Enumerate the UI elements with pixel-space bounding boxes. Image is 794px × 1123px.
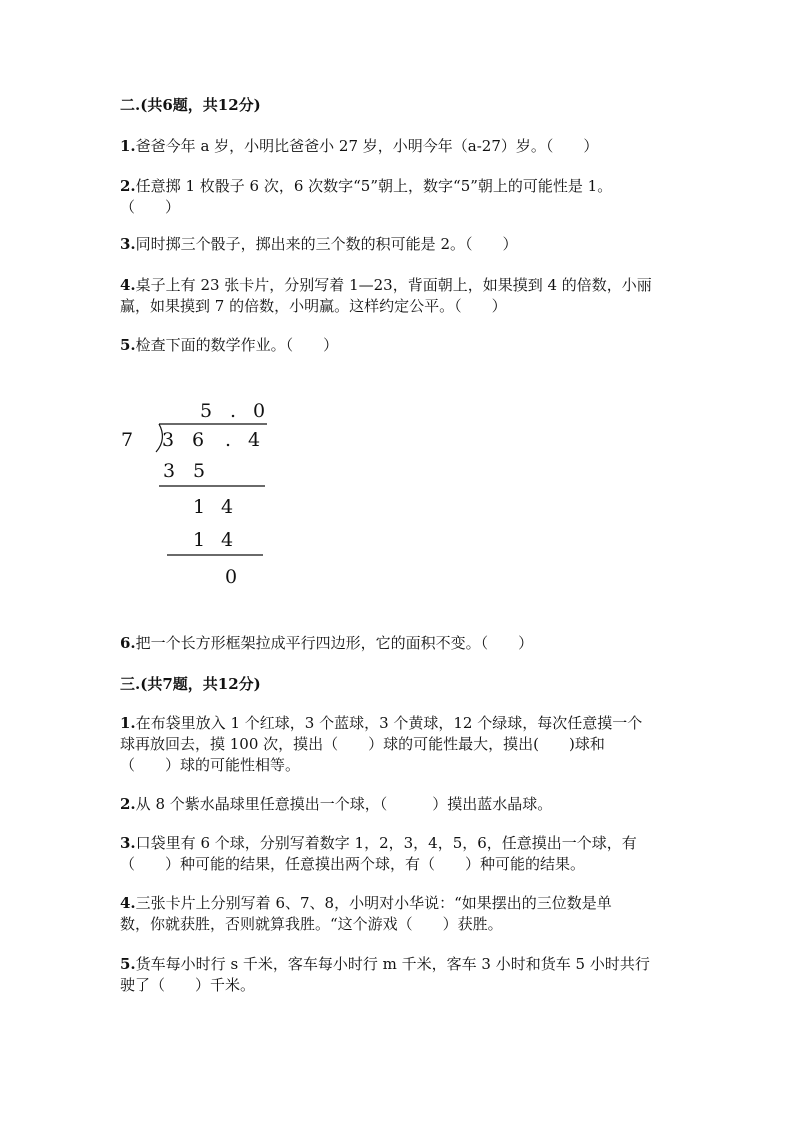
step-digit: 4 [221, 529, 234, 551]
question-3-1-line3: （ ）球的可能性相等。 [120, 756, 301, 774]
section-3-heading: 三.(共7题，共12分) [120, 675, 261, 693]
question-2-4-line2: 赢，如果摸到 7 的倍数，小明赢。这样约定公平。（ ） [120, 297, 507, 315]
question-number: 1. [120, 137, 136, 155]
question-2-3 [120, 234, 518, 254]
question-number: 3. [120, 834, 136, 852]
long-division-figure [115, 395, 285, 595]
question-number: 3. [120, 235, 136, 253]
question-number: 1. [120, 714, 136, 732]
step-digit: 3 [163, 460, 176, 482]
question-text: 同时掷三个骰子，掷出来的三个数的积可能是 2。（ ） [135, 235, 518, 253]
question-number: 5. [120, 955, 136, 973]
question-2-6 [120, 633, 533, 653]
dividend-point: . [225, 429, 232, 451]
question-number: 4. [120, 894, 136, 912]
question-text: 货车每小时行 s 千米，客车每小时行 m 千米，客车 3 小时和货车 5 小时共行 [135, 955, 650, 973]
question-3-3 [120, 833, 637, 853]
divisor: 7 [121, 429, 134, 451]
question-2-2 [120, 176, 612, 196]
dividend-digit: 4 [248, 429, 261, 451]
question-2-5 [120, 335, 338, 355]
question-number: 2. [120, 795, 136, 813]
question-3-1 [120, 713, 642, 733]
section-2-heading: 二.(共6题，共12分) [120, 96, 261, 114]
step-digit: 1 [193, 496, 206, 518]
step-digit: 4 [221, 496, 234, 518]
question-2-2-line2: （ ） [120, 198, 181, 216]
question-3-4 [120, 893, 612, 913]
question-3-3-line2: （ ）种可能的结果，任意摸出两个球，有（ ）种可能的结果。 [120, 855, 586, 873]
question-text: 把一个长方形框架拉成平行四边形，它的面积不变。（ ） [135, 634, 534, 652]
question-text: 口袋里有 6 个球，分别写着数字 1，2，3，4，5，6，任意摸出一个球，有 [135, 834, 637, 852]
question-3-2 [120, 794, 552, 814]
dividend-digit: 3 [162, 429, 175, 451]
question-text: 从 8 个紫水晶球里任意摸出一个球，（ ）摸出蓝水晶球。 [135, 795, 553, 813]
question-number: 5. [120, 336, 136, 354]
dividend-digit: 6 [192, 429, 205, 451]
question-text: 爸爸今年 a 岁，小明比爸爸小 27 岁，小明今年（a-27）岁。（ ） [135, 137, 599, 155]
question-text: 三张卡片上分别写着 6、7、8，小明对小华说：“如果摆出的三位数是单 [135, 894, 612, 912]
question-3-4-line2: 数，你就获胜，否则就算我胜。“这个游戏（ ）获胜。 [120, 915, 503, 933]
question-number: 6. [120, 634, 136, 652]
step-digit: 5 [193, 460, 206, 482]
quotient-digit: 5 [200, 400, 213, 422]
quotient-point: . [230, 400, 237, 422]
question-number: 4. [120, 276, 136, 294]
question-text: 在布袋里放入 1 个红球，3 个蓝球，3 个黄球，12 个绿球，每次任意摸一个 [135, 714, 643, 732]
question-3-1-line2: 球再放回去，摸 100 次，摸出（ ）球的可能性最大，摸出( )球和 [120, 735, 605, 753]
question-3-5 [120, 954, 650, 974]
step-digit: 1 [193, 529, 206, 551]
question-text: 任意掷 1 枚骰子 6 次，6 次数字“5”朝上，数字“5”朝上的可能性是 1。 [135, 177, 613, 195]
question-2-1 [120, 136, 598, 156]
question-text: 桌子上有 23 张卡片，分别写着 1—23，背面朝上，如果摸到 4 的倍数，小丽 [135, 276, 652, 294]
remainder: 0 [225, 566, 238, 588]
question-text: 检查下面的数学作业。（ ） [135, 336, 339, 354]
question-number: 2. [120, 177, 136, 195]
quotient-digit: 0 [253, 400, 266, 422]
question-2-4 [120, 275, 652, 295]
question-3-5-line2: 驶了（ ）千米。 [120, 976, 256, 994]
